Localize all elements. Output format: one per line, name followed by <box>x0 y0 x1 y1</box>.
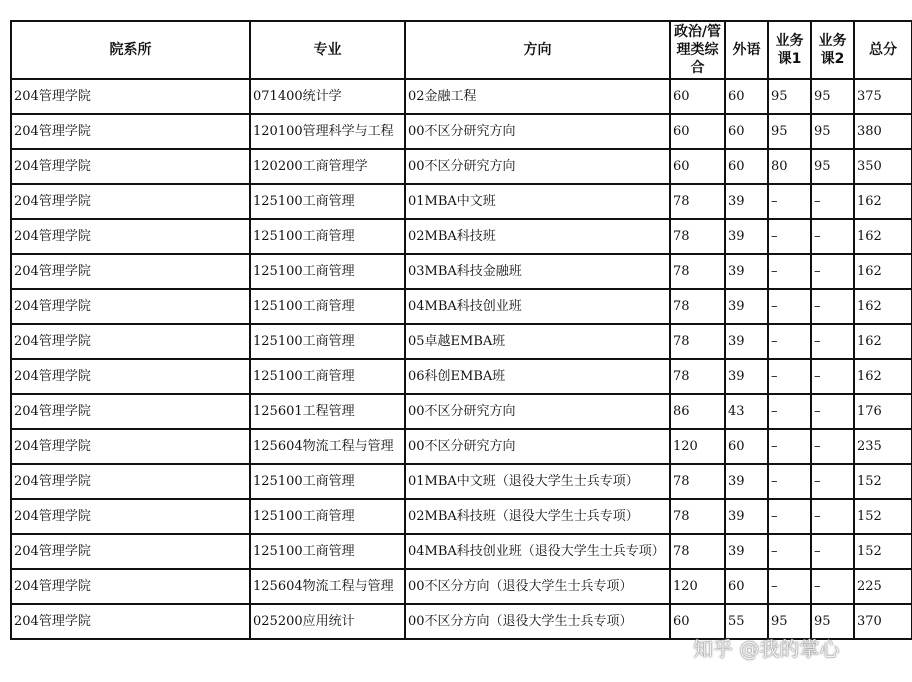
table-row <box>11 534 912 569</box>
table-row <box>11 394 912 429</box>
cell-politics: 78 <box>670 359 725 394</box>
header-major: 专业 <box>250 21 405 79</box>
cell-department: 204管理学院 <box>11 149 250 184</box>
cell-foreign-language: 39 <box>725 219 768 254</box>
table-row <box>11 289 912 324</box>
cell-politics: 78 <box>670 219 725 254</box>
cell-course1: – <box>768 324 811 359</box>
cell-foreign-language: 39 <box>725 184 768 219</box>
header-course1: 业务课1 <box>768 21 811 79</box>
cell-direction: 03MBA科技金融班 <box>405 254 670 289</box>
cell-total: 235 <box>854 429 912 464</box>
cell-major: 125100工商管理 <box>250 359 405 394</box>
cell-politics: 78 <box>670 324 725 359</box>
cell-total: 176 <box>854 394 912 429</box>
cell-foreign-language: 39 <box>725 464 768 499</box>
cell-direction: 02MBA科技班（退役大学生士兵专项） <box>405 499 670 534</box>
cell-foreign-language: 60 <box>725 569 768 604</box>
header-course2: 业务课2 <box>811 21 854 79</box>
cell-major: 125100工商管理 <box>250 534 405 569</box>
cell-politics: 60 <box>670 604 725 639</box>
cell-major: 125604物流工程与管理 <box>250 569 405 604</box>
cell-major: 125100工商管理 <box>250 499 405 534</box>
cell-course2: – <box>811 499 854 534</box>
header-row <box>11 21 912 79</box>
cell-politics: 60 <box>670 149 725 184</box>
cell-foreign-language: 39 <box>725 254 768 289</box>
cell-major: 120200工商管理学 <box>250 149 405 184</box>
cell-foreign-language: 55 <box>725 604 768 639</box>
cell-course1: 80 <box>768 149 811 184</box>
table-row <box>11 464 912 499</box>
cell-course2: – <box>811 184 854 219</box>
cell-direction: 00不区分研究方向 <box>405 394 670 429</box>
cell-total: 162 <box>854 254 912 289</box>
header-politics: 政治/管理类综合 <box>670 21 725 79</box>
cell-politics: 120 <box>670 429 725 464</box>
cell-politics: 78 <box>670 464 725 499</box>
cell-course1: – <box>768 534 811 569</box>
cell-course2: – <box>811 534 854 569</box>
cell-department: 204管理学院 <box>11 429 250 464</box>
cell-direction: 01MBA中文班 <box>405 184 670 219</box>
table-row <box>11 219 912 254</box>
cell-major: 125604物流工程与管理 <box>250 429 405 464</box>
cell-politics: 78 <box>670 534 725 569</box>
cell-foreign-language: 60 <box>725 114 768 149</box>
cell-direction: 05卓越EMBA班 <box>405 324 670 359</box>
cell-course1: – <box>768 289 811 324</box>
cell-major: 125100工商管理 <box>250 184 405 219</box>
cell-department: 204管理学院 <box>11 359 250 394</box>
cell-total: 162 <box>854 219 912 254</box>
cell-department: 204管理学院 <box>11 254 250 289</box>
cell-major: 125100工商管理 <box>250 219 405 254</box>
cell-course1: – <box>768 254 811 289</box>
cell-major: 125100工商管理 <box>250 464 405 499</box>
cell-foreign-language: 39 <box>725 359 768 394</box>
table-row <box>11 184 912 219</box>
cell-total: 370 <box>854 604 912 639</box>
table-row <box>11 324 912 359</box>
cell-politics: 78 <box>670 499 725 534</box>
cell-politics: 86 <box>670 394 725 429</box>
cell-major: 125601工程管理 <box>250 394 405 429</box>
cell-course2: – <box>811 429 854 464</box>
cell-course1: – <box>768 359 811 394</box>
table-row <box>11 359 912 394</box>
cell-politics: 60 <box>670 114 725 149</box>
cell-department: 204管理学院 <box>11 534 250 569</box>
cell-department: 204管理学院 <box>11 184 250 219</box>
cell-total: 152 <box>854 534 912 569</box>
cell-total: 380 <box>854 114 912 149</box>
cell-direction: 02金融工程 <box>405 79 670 114</box>
cell-politics: 78 <box>670 289 725 324</box>
cell-course1: – <box>768 219 811 254</box>
cell-course1: – <box>768 569 811 604</box>
cell-foreign-language: 39 <box>725 534 768 569</box>
cell-politics: 120 <box>670 569 725 604</box>
cell-foreign-language: 39 <box>725 499 768 534</box>
cell-course2: 95 <box>811 149 854 184</box>
cell-politics: 60 <box>670 79 725 114</box>
cell-course1: – <box>768 184 811 219</box>
cell-course1: 95 <box>768 79 811 114</box>
cell-department: 204管理学院 <box>11 79 250 114</box>
table-row <box>11 429 912 464</box>
table-row <box>11 114 912 149</box>
cell-direction: 06科创EMBA班 <box>405 359 670 394</box>
cell-course2: – <box>811 464 854 499</box>
cell-course2: – <box>811 254 854 289</box>
cell-course1: 95 <box>768 114 811 149</box>
cell-course2: 95 <box>811 114 854 149</box>
cell-foreign-language: 43 <box>725 394 768 429</box>
cell-direction: 00不区分方向（退役大学生士兵专项） <box>405 604 670 639</box>
cell-course2: 95 <box>811 604 854 639</box>
cell-course2: – <box>811 289 854 324</box>
table-row <box>11 499 912 534</box>
cell-major: 125100工商管理 <box>250 324 405 359</box>
cell-direction: 02MBA科技班 <box>405 219 670 254</box>
cell-course2: – <box>811 569 854 604</box>
cell-course2: – <box>811 324 854 359</box>
cell-foreign-language: 60 <box>725 149 768 184</box>
cell-course1: – <box>768 394 811 429</box>
cell-total: 162 <box>854 359 912 394</box>
cell-direction: 00不区分方向（退役大学生士兵专项） <box>405 569 670 604</box>
cell-total: 162 <box>854 324 912 359</box>
cell-course1: – <box>768 499 811 534</box>
cell-direction: 00不区分研究方向 <box>405 429 670 464</box>
cell-direction: 00不区分研究方向 <box>405 149 670 184</box>
cell-department: 204管理学院 <box>11 114 250 149</box>
cell-total: 152 <box>854 499 912 534</box>
cell-major: 120100管理科学与工程 <box>250 114 405 149</box>
cell-course2: – <box>811 359 854 394</box>
cell-total: 225 <box>854 569 912 604</box>
cell-total: 162 <box>854 289 912 324</box>
cell-total: 350 <box>854 149 912 184</box>
cell-department: 204管理学院 <box>11 604 250 639</box>
cell-foreign-language: 60 <box>725 79 768 114</box>
cell-total: 375 <box>854 79 912 114</box>
cell-major: 125100工商管理 <box>250 254 405 289</box>
cell-course1: 95 <box>768 604 811 639</box>
cell-total: 162 <box>854 184 912 219</box>
cell-foreign-language: 60 <box>725 429 768 464</box>
watermark-text: 知乎 @我的掌心 <box>693 637 840 661</box>
cell-direction: 01MBA中文班（退役大学生士兵专项） <box>405 464 670 499</box>
cell-department: 204管理学院 <box>11 394 250 429</box>
cell-department: 204管理学院 <box>11 219 250 254</box>
score-table <box>10 20 912 640</box>
cell-course2: 95 <box>811 79 854 114</box>
cell-politics: 78 <box>670 184 725 219</box>
cell-direction: 04MBA科技创业班（退役大学生士兵专项） <box>405 534 670 569</box>
cell-department: 204管理学院 <box>11 569 250 604</box>
cell-major: 071400统计学 <box>250 79 405 114</box>
cell-politics: 78 <box>670 254 725 289</box>
cell-department: 204管理学院 <box>11 324 250 359</box>
cell-foreign-language: 39 <box>725 289 768 324</box>
cell-department: 204管理学院 <box>11 289 250 324</box>
table-row <box>11 149 912 184</box>
table-row <box>11 79 912 114</box>
cell-foreign-language: 39 <box>725 324 768 359</box>
score-table-container <box>10 20 912 640</box>
table-row <box>11 254 912 289</box>
cell-department: 204管理学院 <box>11 499 250 534</box>
table-body <box>11 79 912 639</box>
table-row <box>11 569 912 604</box>
cell-course2: – <box>811 394 854 429</box>
cell-course1: – <box>768 464 811 499</box>
cell-course2: – <box>811 219 854 254</box>
cell-direction: 04MBA科技创业班 <box>405 289 670 324</box>
cell-department: 204管理学院 <box>11 464 250 499</box>
cell-total: 152 <box>854 464 912 499</box>
header-department: 院系所 <box>11 21 250 79</box>
cell-course1: – <box>768 429 811 464</box>
header-foreign-language: 外语 <box>725 21 768 79</box>
header-total: 总分 <box>854 21 912 79</box>
cell-major: 025200应用统计 <box>250 604 405 639</box>
cell-major: 125100工商管理 <box>250 289 405 324</box>
header-direction: 方向 <box>405 21 670 79</box>
cell-direction: 00不区分研究方向 <box>405 114 670 149</box>
